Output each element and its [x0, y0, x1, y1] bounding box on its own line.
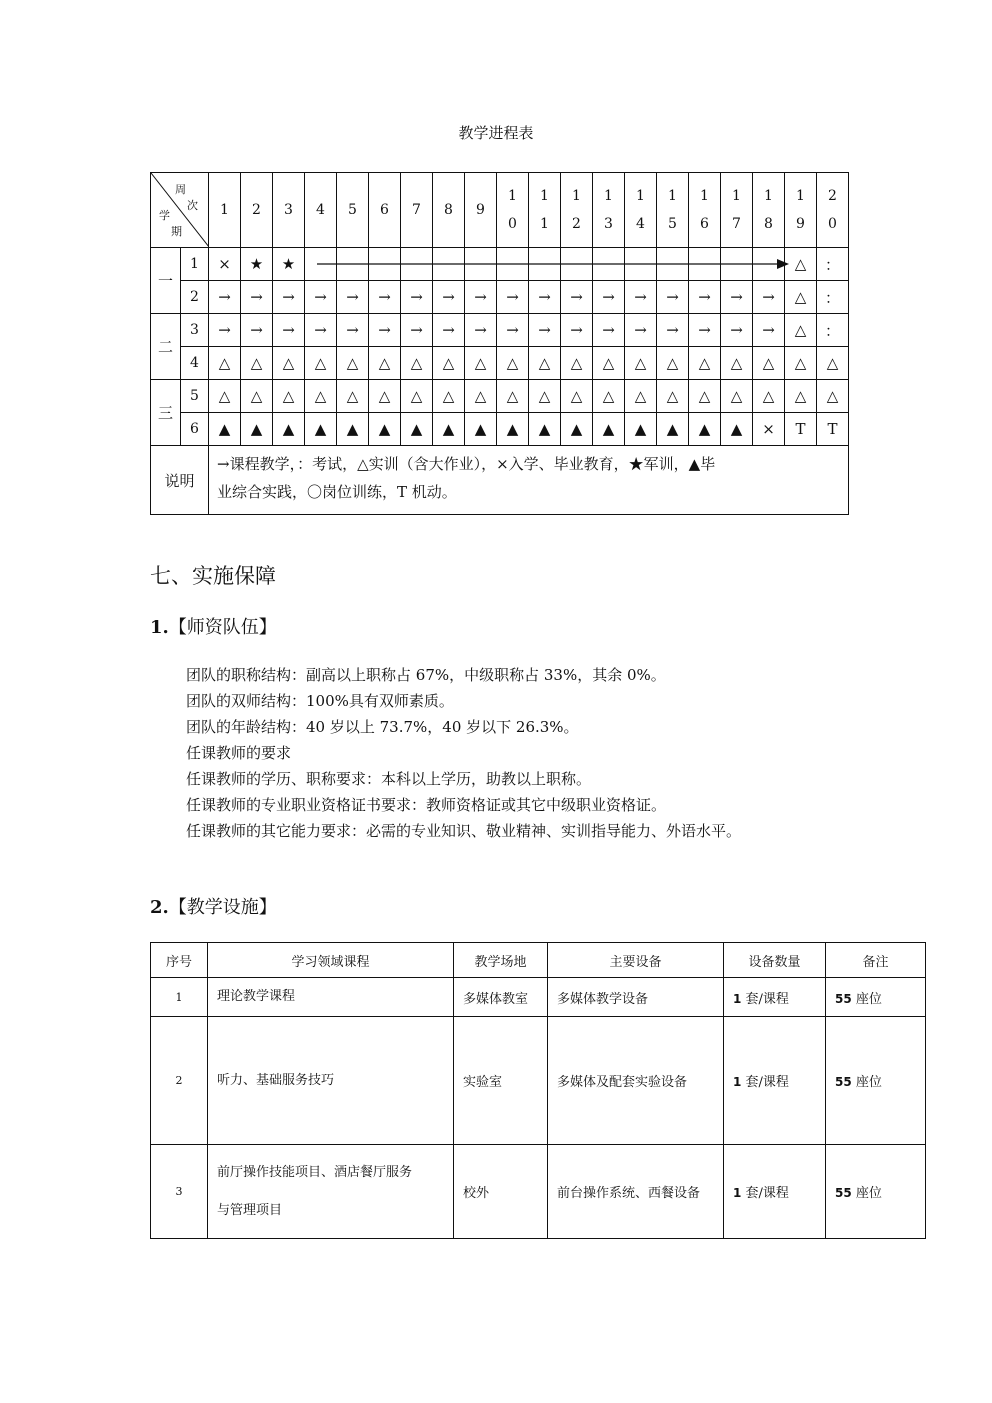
remarks-number: 55 [835, 1075, 852, 1089]
schedule-cell: ： [817, 281, 849, 314]
facility-row [151, 1145, 926, 1239]
schedule-cell: △ [433, 380, 465, 413]
schedule-cell: ▲ [337, 413, 369, 446]
facility-equipment: 多媒体及配套实验设备 [548, 1017, 724, 1145]
quantity-unit: 套/课程 [745, 1186, 789, 1201]
schedule-cell: △ [817, 347, 849, 380]
facility-quantity [724, 1017, 826, 1145]
week-digit: 4 [636, 216, 645, 232]
schedule-cell: △ [529, 380, 561, 413]
teachers-heading-num: 1. [150, 617, 169, 638]
schedule-cell: △ [497, 347, 529, 380]
week-digit: 3 [284, 202, 293, 218]
term-row [151, 281, 849, 314]
week-header [593, 173, 625, 248]
long-arrow [317, 264, 789, 266]
schedule-cell: ▲ [529, 413, 561, 446]
schedule-cell: △ [337, 380, 369, 413]
schedule-cell: △ [625, 347, 657, 380]
year-cell: 一 [151, 248, 181, 314]
schedule-cell: ▲ [273, 413, 305, 446]
schedule-cell: △ [721, 380, 753, 413]
facility-course-line: 听力、基础服务技巧 [217, 1072, 335, 1088]
week-digit: 2 [252, 202, 261, 218]
schedule-cell: ★ [241, 248, 273, 281]
week-digit: 6 [380, 202, 389, 218]
schedule-cell: → [497, 281, 529, 314]
week-digit: 7 [412, 202, 421, 218]
schedule-cell: △ [497, 380, 529, 413]
remarks-unit: 座位 [855, 1075, 882, 1090]
schedule-cell: △ [209, 380, 241, 413]
week-digit: 7 [732, 216, 741, 232]
facility-remarks [826, 1145, 926, 1239]
week-header [753, 173, 785, 248]
schedule-cell: → [721, 281, 753, 314]
schedule-cell: → [305, 281, 337, 314]
schedule-cell: △ [785, 248, 817, 281]
schedule-cell: △ [657, 347, 689, 380]
week-digit: 2 [572, 216, 581, 232]
schedule-cell: → [273, 314, 305, 347]
schedule-cell: ▲ [593, 413, 625, 446]
schedule-cell: → [657, 281, 689, 314]
schedule-cell: → [337, 314, 369, 347]
term-cell: 6 [181, 413, 209, 446]
teaching-schedule-table [150, 172, 849, 515]
week-digit: 1 [636, 188, 645, 204]
schedule-cell: △ [465, 380, 497, 413]
term-cell: 2 [181, 281, 209, 314]
teachers-line: 任课教师的要求 [186, 744, 292, 762]
schedule-cell: → [433, 314, 465, 347]
schedule-cell: → [465, 281, 497, 314]
schedule-cell: ▲ [657, 413, 689, 446]
term-row [151, 380, 849, 413]
schedule-cell: → [369, 281, 401, 314]
schedule-cell: × [209, 248, 241, 281]
remarks-number: 55 [835, 991, 852, 1006]
schedule-cell: ▲ [369, 413, 401, 446]
facility-course-line: 理论教学课程 [217, 989, 296, 1004]
legend-line: →课程教学，：考试，△实训（含大作业），×入学、毕业教育，★军训，▲毕 [217, 455, 716, 473]
schedule-cell: △ [529, 347, 561, 380]
week-header [433, 173, 465, 248]
facility-equipment: 前台操作系统、西餐设备 [548, 1145, 724, 1239]
term-cell: 4 [181, 347, 209, 380]
schedule-cell: △ [593, 380, 625, 413]
year-cell: 三 [151, 380, 181, 446]
schedule-cell: △ [753, 347, 785, 380]
schedule-cell: △ [305, 380, 337, 413]
schedule-cell: → [401, 314, 433, 347]
legend-text [209, 446, 849, 515]
header-course: 学习领域课程 [208, 943, 454, 978]
schedule-cell: → [529, 314, 561, 347]
week-header [721, 173, 753, 248]
facilities-header-row [151, 943, 926, 978]
week-header [785, 173, 817, 248]
schedule-cell: △ [721, 347, 753, 380]
week-digit: 6 [700, 216, 709, 232]
corner-term-b: 期 [171, 225, 182, 238]
section-heading: 七、实施保障 [150, 564, 276, 588]
week-header [209, 173, 241, 248]
week-digit: 8 [444, 202, 453, 218]
schedule-cell: ▲ [305, 413, 337, 446]
schedule-cell: T [785, 413, 817, 446]
schedule-cell: → [273, 281, 305, 314]
remarks-number: 55 [835, 1186, 852, 1200]
week-header [529, 173, 561, 248]
schedule-cell: △ [625, 380, 657, 413]
year-cell: 二 [151, 314, 181, 380]
week-digit: 0 [508, 216, 517, 232]
week-digit: 3 [604, 216, 613, 232]
week-digit: 0 [828, 216, 837, 232]
schedule-cell: → [593, 281, 625, 314]
week-digit: 1 [700, 188, 709, 204]
remarks-unit: 座位 [855, 1186, 882, 1201]
legend-row [151, 446, 849, 515]
term-cell: 5 [181, 380, 209, 413]
schedule-cell: → [497, 314, 529, 347]
facility-remarks [826, 1017, 926, 1145]
facility-quantity [724, 1145, 826, 1239]
teachers-heading [150, 613, 277, 639]
week-digit: 2 [828, 188, 837, 204]
facility-no: 2 [151, 1017, 208, 1145]
facility-no: 1 [151, 978, 208, 1017]
legend-line: 业综合实践，〇岗位训练，T 机动。 [217, 483, 457, 501]
term-cell: 3 [181, 314, 209, 347]
facility-course-line: 前厅操作技能项目、酒店餐厅服务 [217, 1164, 413, 1180]
schedule-cell: △ [657, 380, 689, 413]
schedule-cell: △ [241, 380, 273, 413]
schedule-cell: ▲ [561, 413, 593, 446]
teachers-line: 团队的职称结构：副高以上职称占 67%，中级职称占 33%，其余 0%。 [186, 666, 666, 684]
schedule-cell: ： [817, 248, 849, 281]
week-header [817, 173, 849, 248]
week-header [497, 173, 529, 248]
schedule-cell: → [625, 314, 657, 347]
facility-site: 校外 [454, 1145, 548, 1239]
week-header [625, 173, 657, 248]
week-header [337, 173, 369, 248]
quantity-unit: 套/课程 [745, 991, 789, 1007]
week-digit: 9 [796, 216, 805, 232]
schedule-cell: → [561, 281, 593, 314]
week-digit: 1 [508, 188, 517, 204]
schedule-cell: △ [273, 380, 305, 413]
corner-term-a: 学 [159, 209, 170, 222]
facilities-heading-title: 【教学设施】 [168, 897, 277, 918]
facilities-heading-num: 2. [150, 897, 169, 918]
quantity-unit: 套/课程 [745, 1075, 789, 1090]
schedule-cell: ▲ [433, 413, 465, 446]
week-header [561, 173, 593, 248]
week-digit: 9 [476, 202, 485, 218]
header-equipment: 主要设备 [548, 943, 724, 978]
quantity-number: 1 [733, 991, 742, 1006]
schedule-cell: ▲ [401, 413, 433, 446]
header-quantity: 设备数量 [724, 943, 826, 978]
schedule-cell: → [529, 281, 561, 314]
schedule-cell: △ [785, 281, 817, 314]
schedule-cell: ★ [273, 248, 305, 281]
schedule-cell: → [465, 314, 497, 347]
week-header [241, 173, 273, 248]
schedule-cell: → [337, 281, 369, 314]
schedule-cell: T [817, 413, 849, 446]
week-digit: 1 [732, 188, 741, 204]
week-digit: 1 [604, 188, 613, 204]
schedule-cell: △ [401, 347, 433, 380]
week-header [689, 173, 721, 248]
schedule-cell: △ [785, 314, 817, 347]
teachers-heading-title: 【师资队伍】 [168, 617, 277, 638]
week-digit: 1 [764, 188, 773, 204]
schedule-cell: → [209, 314, 241, 347]
schedule-cell: → [561, 314, 593, 347]
schedule-cell: ▲ [241, 413, 273, 446]
schedule-cell: ▲ [721, 413, 753, 446]
schedule-header-row [151, 173, 849, 248]
quantity-number: 1 [733, 1075, 742, 1089]
term-row [151, 413, 849, 446]
schedule-cell: → [433, 281, 465, 314]
teachers-line: 团队的双师结构：100%具有双师素质。 [186, 692, 454, 710]
facilities-table [150, 942, 926, 1239]
schedule-cell: → [721, 314, 753, 347]
week-digit: 4 [316, 202, 325, 218]
schedule-cell: △ [689, 347, 721, 380]
schedule-cell: ▲ [625, 413, 657, 446]
header-no: 序号 [151, 943, 208, 978]
facility-no: 3 [151, 1145, 208, 1239]
remarks-unit: 座位 [855, 991, 882, 1007]
week-header [369, 173, 401, 248]
schedule-cell: △ [305, 347, 337, 380]
schedule-cell: △ [401, 380, 433, 413]
facility-equipment: 多媒体教学设备 [548, 978, 724, 1017]
schedule-cell: △ [241, 347, 273, 380]
schedule-cell: → [689, 281, 721, 314]
schedule-cell: △ [753, 380, 785, 413]
schedule-cell: △ [273, 347, 305, 380]
week-digit: 5 [668, 216, 677, 232]
facility-course [208, 978, 454, 1017]
facility-site: 多媒体教室 [454, 978, 548, 1017]
schedule-cell: ： [817, 314, 849, 347]
header-site: 教学场地 [454, 943, 548, 978]
corner-week-b: 次 [187, 199, 198, 212]
week-digit: 1 [668, 188, 677, 204]
term-cell: 1 [181, 248, 209, 281]
week-digit: 8 [764, 216, 773, 232]
schedule-cell: ▲ [497, 413, 529, 446]
facility-site: 实验室 [454, 1017, 548, 1145]
schedule-cell: △ [369, 380, 401, 413]
teachers-line: 任课教师的其它能力要求：必需的专业知识、敬业精神、实训指导能力、外语水平。 [186, 822, 742, 840]
schedule-cell: → [689, 314, 721, 347]
schedule-cell: △ [785, 380, 817, 413]
corner-cell [151, 173, 209, 248]
week-digit: 1 [540, 216, 549, 232]
schedule-cell: → [369, 314, 401, 347]
corner-week-a: 周 [175, 183, 186, 196]
week-digit: 1 [796, 188, 805, 204]
week-header [273, 173, 305, 248]
schedule-title: 教学进程表 [458, 124, 534, 142]
facility-course-line: 与管理项目 [217, 1202, 283, 1218]
facility-row [151, 1017, 926, 1145]
schedule-cell: × [753, 413, 785, 446]
week-header [657, 173, 689, 248]
week-header [401, 173, 433, 248]
facility-course [208, 1017, 454, 1145]
schedule-cell: △ [817, 380, 849, 413]
week-digit: 1 [540, 188, 549, 204]
schedule-cell: △ [689, 380, 721, 413]
schedule-cell: → [753, 314, 785, 347]
schedule-cell: △ [561, 347, 593, 380]
facility-course [208, 1145, 454, 1239]
week-header [305, 173, 337, 248]
legend-label: 说明 [151, 446, 209, 515]
schedule-cell: → [241, 281, 273, 314]
quantity-number: 1 [733, 1186, 742, 1200]
schedule-cell: ▲ [209, 413, 241, 446]
teachers-line: 任课教师的专业职业资格证书要求：教师资格证或其它中级职业资格证。 [186, 796, 667, 814]
schedule-cell: △ [369, 347, 401, 380]
schedule-cell: △ [209, 347, 241, 380]
week-header [465, 173, 497, 248]
week-digit: 5 [348, 202, 357, 218]
schedule-cell: △ [433, 347, 465, 380]
schedule-cell: → [305, 314, 337, 347]
schedule-cell: △ [785, 347, 817, 380]
schedule-cell [305, 248, 337, 281]
week-digit: 1 [220, 202, 229, 218]
schedule-cell: → [593, 314, 625, 347]
facility-remarks [826, 978, 926, 1017]
schedule-cell: → [241, 314, 273, 347]
schedule-cell: ▲ [465, 413, 497, 446]
schedule-cell: → [657, 314, 689, 347]
term-row [151, 248, 849, 281]
teachers-line: 任课教师的学历、职称要求：本科以上学历，助教以上职称。 [186, 770, 592, 788]
facility-row [151, 978, 926, 1017]
teachers-line: 团队的年龄结构：40 岁以上 73.7%，40 岁以下 26.3%。 [186, 718, 579, 736]
header-remarks: 备注 [826, 943, 926, 978]
term-row [151, 314, 849, 347]
facilities-heading [150, 893, 277, 919]
schedule-cell: △ [593, 347, 625, 380]
schedule-cell: △ [561, 380, 593, 413]
schedule-cell: △ [337, 347, 369, 380]
week-digit: 1 [572, 188, 581, 204]
schedule-cell: → [401, 281, 433, 314]
schedule-cell: → [753, 281, 785, 314]
schedule-cell: △ [465, 347, 497, 380]
schedule-cell: → [209, 281, 241, 314]
schedule-cell: ▲ [689, 413, 721, 446]
facility-quantity [724, 978, 826, 1017]
schedule-cell: → [625, 281, 657, 314]
term-row [151, 347, 849, 380]
